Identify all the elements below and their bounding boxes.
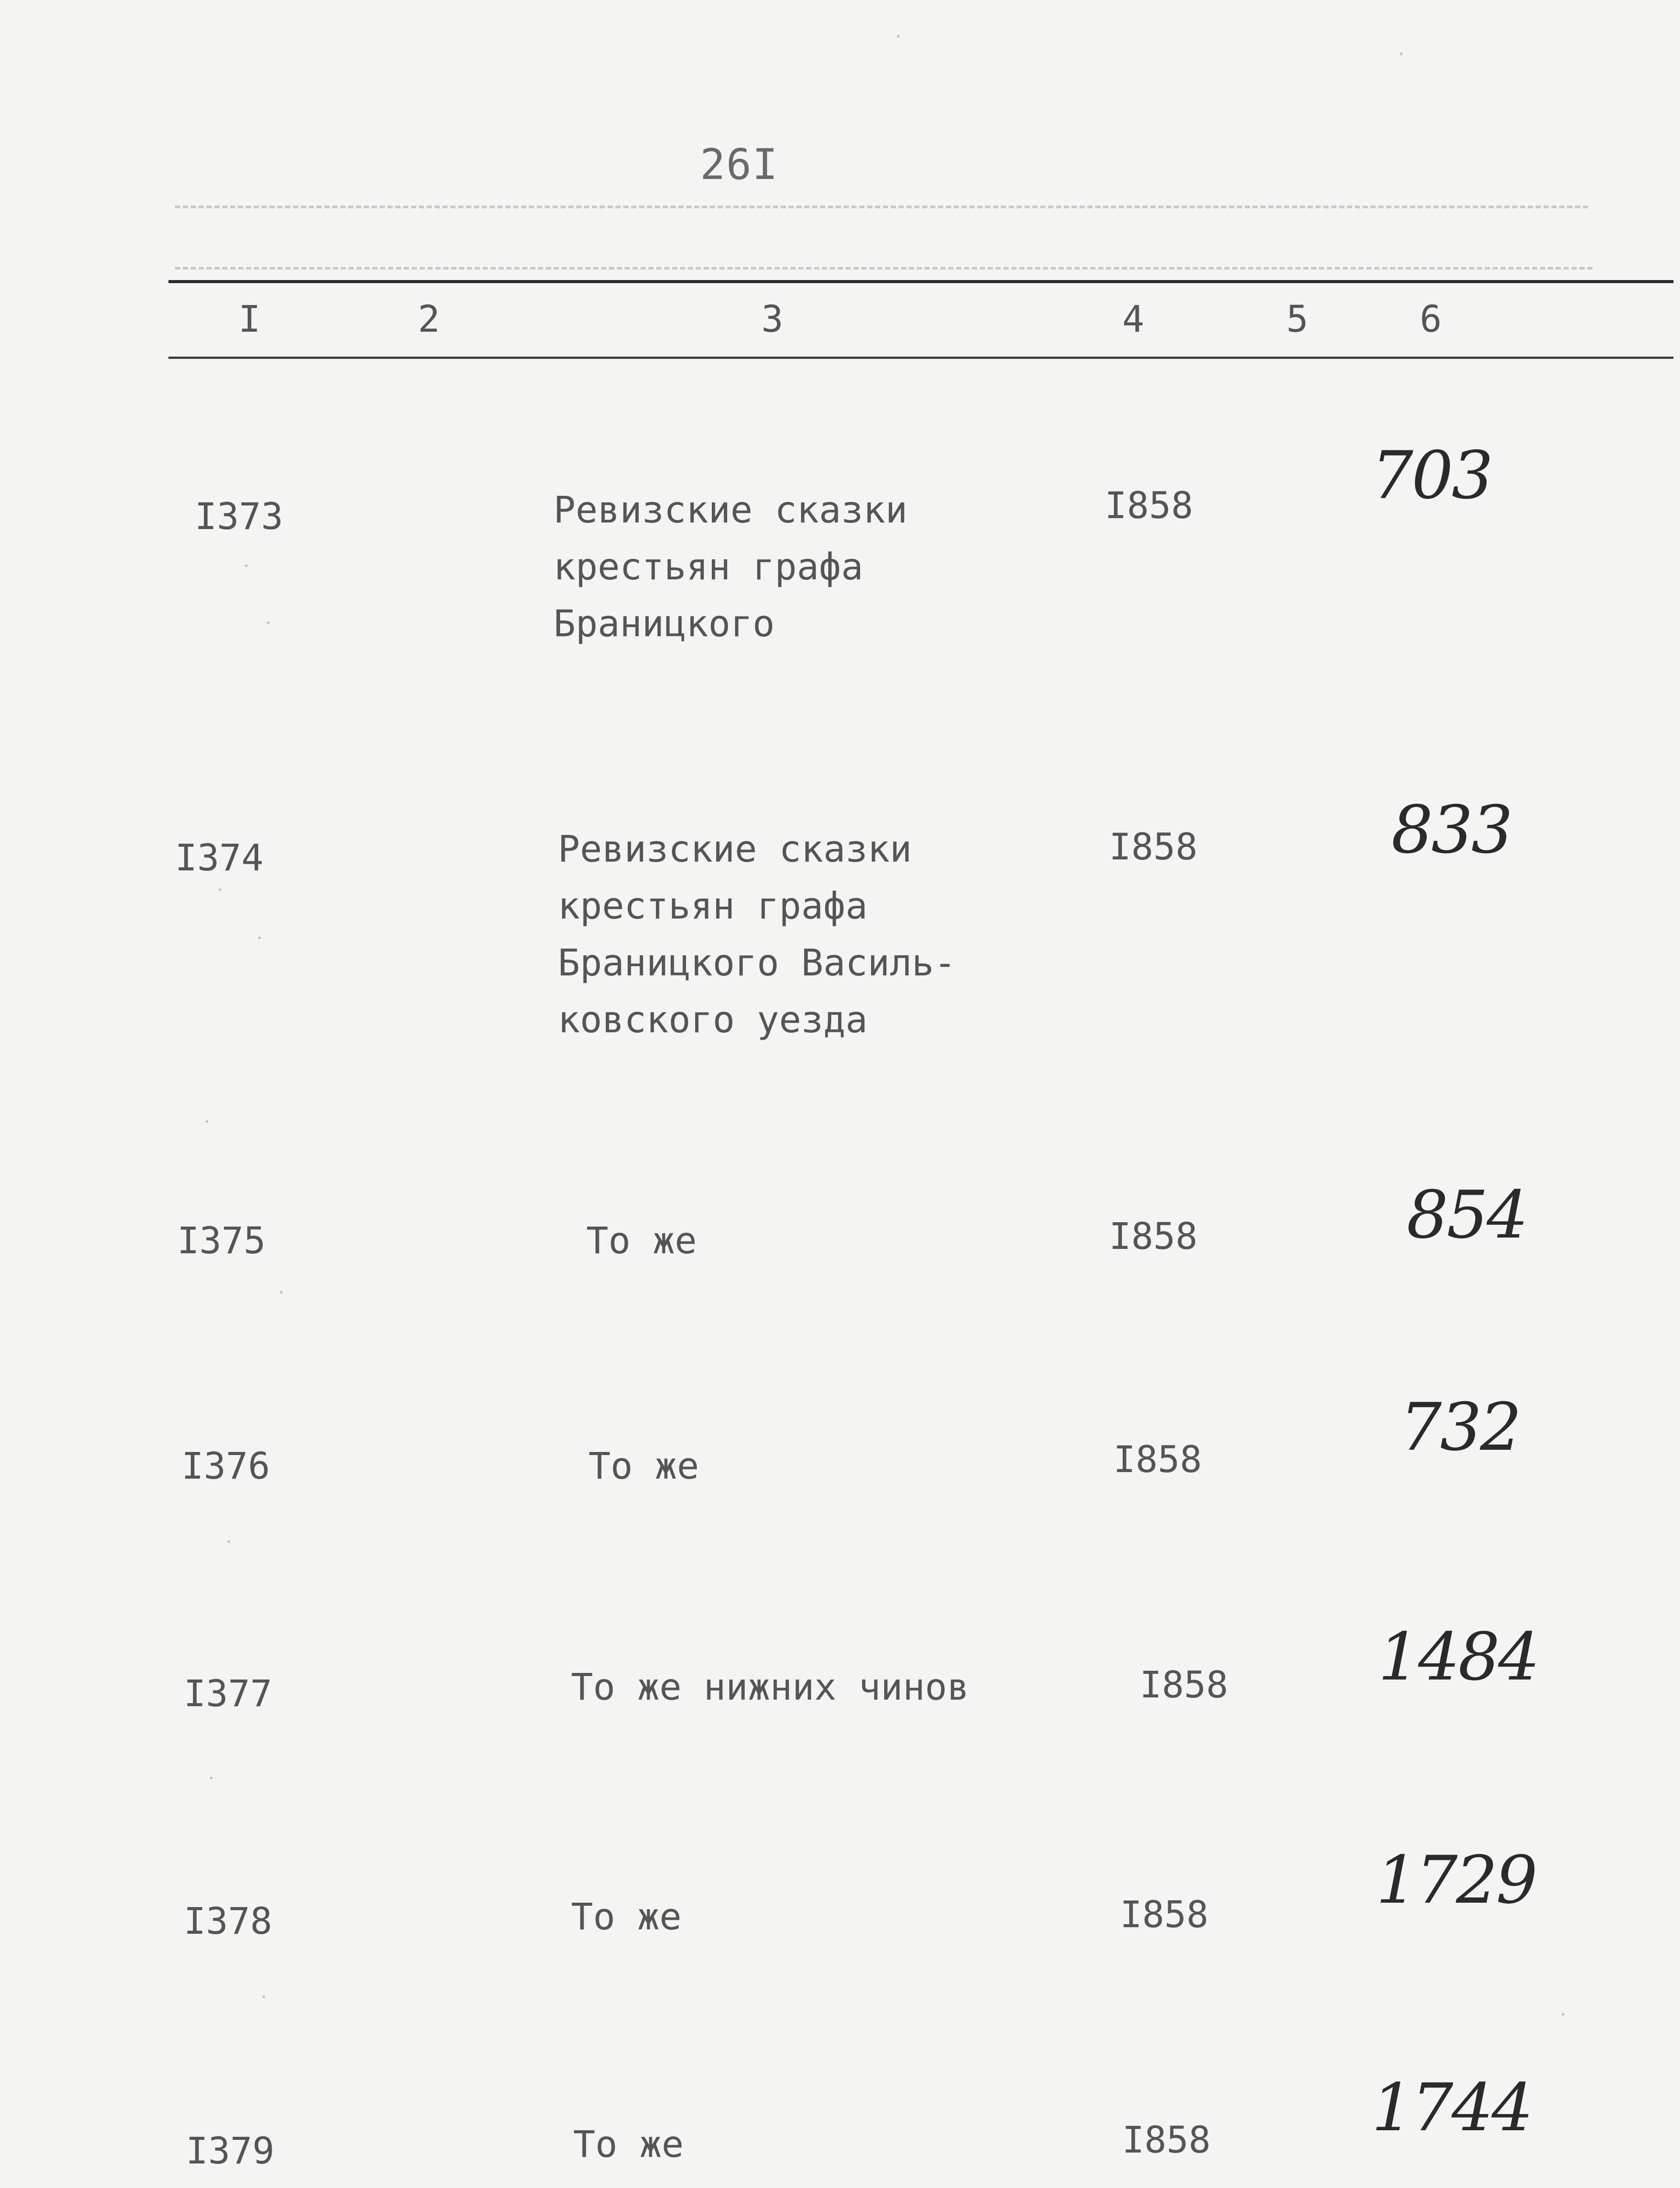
column-header-1: I (238, 298, 261, 340)
row-year: I858 (1109, 825, 1198, 868)
page-number: 26I (700, 140, 779, 189)
row-description: Ревизские сказки крестьян графа Браницкого (553, 488, 908, 645)
scan-speck (897, 35, 900, 38)
column-header-5: 5 (1286, 298, 1309, 340)
column-header-3: 3 (761, 298, 784, 340)
header-rule-bottom (168, 357, 1673, 359)
row-description: То же нижних чинов (571, 1666, 970, 1708)
row-number: I374 (175, 836, 264, 879)
scan-speck (210, 1777, 213, 1779)
row-sheet-count-handwritten: 1744 (1372, 2070, 1532, 2146)
row-number: I375 (177, 1219, 266, 1262)
row-year: I858 (1120, 1893, 1209, 1936)
row-sheet-count-handwritten: 854 (1407, 1177, 1527, 1253)
row-sheet-count-handwritten: 1729 (1376, 1842, 1536, 1918)
row-year: I858 (1105, 484, 1194, 527)
row-description: То же (586, 1219, 697, 1262)
row-description: То же (571, 1895, 682, 1938)
row-year: I858 (1122, 2118, 1211, 2161)
column-header-6: 6 (1420, 298, 1442, 340)
row-year: I858 (1113, 1438, 1202, 1481)
row-sheet-count-handwritten: 703 (1372, 438, 1492, 514)
scan-speck (1562, 2013, 1564, 2016)
row-year: I858 (1109, 1215, 1198, 1258)
scan-speck (280, 1291, 283, 1294)
row-description: Ревизские сказки крестьян графа Браницкого Василь- ковского уезда (558, 828, 956, 1041)
row-number: I379 (186, 2129, 275, 2172)
row-description: То же (588, 1445, 699, 1487)
row-number: I378 (184, 1900, 273, 1943)
row-number: I376 (182, 1445, 270, 1487)
scan-speck (267, 621, 270, 624)
scan-speck (258, 936, 261, 939)
row-number: I377 (184, 1672, 273, 1715)
row-sheet-count-handwritten: 833 (1391, 792, 1512, 868)
scan-speck (228, 1540, 230, 1543)
column-header-4: 4 (1122, 298, 1144, 340)
row-year: I858 (1140, 1663, 1228, 1706)
dotted-guide-line (175, 267, 1592, 270)
scan-speck (245, 565, 248, 567)
row-sheet-count-handwritten: 1484 (1378, 1619, 1538, 1695)
scan-speck (206, 1120, 208, 1123)
dotted-guide-line (175, 206, 1588, 208)
row-number: I373 (195, 495, 284, 538)
scan-speck (219, 888, 221, 891)
column-header-2: 2 (418, 298, 440, 340)
row-sheet-count-handwritten: 732 (1400, 1389, 1520, 1466)
scan-speck (262, 1995, 265, 1998)
scan-speck (1400, 53, 1403, 55)
header-rule-top (168, 280, 1673, 283)
row-description: То же (573, 2123, 684, 2166)
